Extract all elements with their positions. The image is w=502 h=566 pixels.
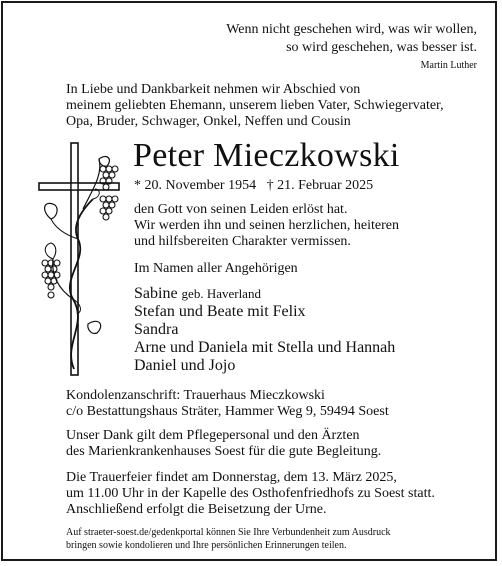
deceased-dates: * 20. November 1954 † 21. Februar 2025 — [134, 178, 374, 193]
thanks-line-2: des Marienkrankenhauses Soest für die gute Begleitung. — [66, 444, 382, 459]
family-first-name: Sabine — [134, 285, 178, 302]
footer-line-2: bringen sowie kondolieren und Ihre persönlichen Erinnerungen teilen. — [66, 540, 347, 551]
condolence-address — [66, 388, 389, 420]
memorial-line-3: und hilfsbereiten Charakter vermissen. — [134, 234, 351, 249]
memorial-line-1: den Gott von seinen Leiden erlöst hat. — [134, 202, 348, 217]
cross-with-grapevine-icon — [33, 139, 133, 379]
thanks-line-1: Unser Dank gilt dem Pflegepersonal und den Ärzten — [66, 428, 360, 443]
family-member: Stefan und Beate mit Felix — [134, 303, 306, 320]
intro-line-3: Opa, Bruder, Schwager, Onkel, Neffen und Cousin — [66, 114, 351, 129]
service-line-3: Anschließend erfolgt die Beisetzung der Urne. — [66, 502, 327, 517]
address-line-2: c/o Bestattungshaus Sträter, Hammer Weg 9, 59494 Soest — [66, 404, 389, 419]
family-first-name-note: geb. Haverland — [181, 286, 261, 301]
service-line-2: um 11.00 Uhr in der Kapelle des Osthofenfriedhofs zu Soest statt. — [66, 486, 435, 501]
notice-frame — [1, 1, 497, 561]
quote-author: Martin Luther — [420, 60, 477, 71]
intro-text — [66, 82, 444, 130]
memorial-text — [134, 202, 399, 250]
quote — [226, 21, 477, 72]
footer-note — [66, 526, 391, 552]
service-text — [66, 470, 435, 518]
quote-line-2: so wird geschehen, was besser ist. — [286, 40, 477, 55]
family-member: Daniel und Jojo — [134, 357, 236, 374]
family-member: Arne und Daniela mit Stella und Hannah — [134, 339, 396, 356]
quote-line-1: Wenn nicht geschehen wird, was wir wollen, — [226, 22, 477, 37]
footer-line-1: Auf straeter-soest.de/gedenkportal können Sie Ihre Verbundenheit zum Ausdruck — [66, 527, 391, 538]
family-list — [134, 285, 395, 375]
thanks-text — [66, 428, 381, 460]
family-intro: Im Namen aller Angehörigen — [134, 261, 298, 276]
deceased-name: Peter Mieczkowski — [133, 137, 400, 174]
memorial-line-2: Wir werden ihn und seinen herzlichen, heiteren — [134, 218, 399, 233]
family-member-first — [134, 285, 395, 303]
intro-line-2: meinem geliebten Ehemann, unserem lieben Vater, Schwiegervater, — [66, 98, 444, 113]
service-line-1: Die Trauerfeier findet am Donnerstag, dem 13. März 2025, — [66, 470, 397, 485]
intro-line-1: In Liebe und Dankbarkeit nehmen wir Abschied von — [66, 82, 361, 97]
family-member: Sandra — [134, 321, 179, 338]
address-line-1: Kondolenzanschrift: Trauerhaus Mieczkowski — [66, 388, 325, 403]
